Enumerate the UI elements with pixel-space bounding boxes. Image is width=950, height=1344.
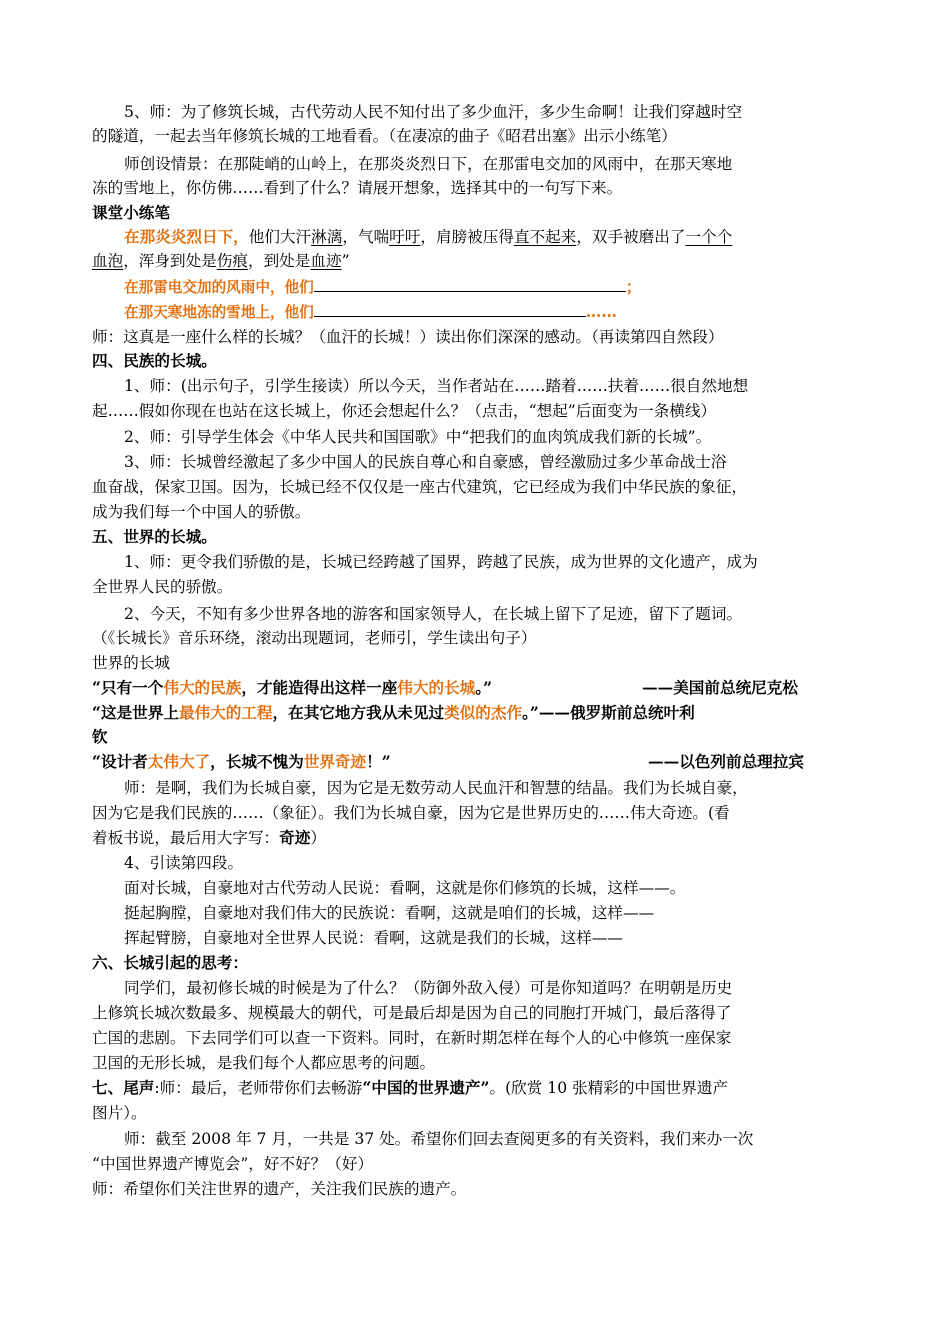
paragraph-line: 挺起胸膛，自豪地对我们伟大的民族说：看啊，这就是咱们的长城，这样—— [124,904,655,922]
text-span: ，双手被磨出了 [576,228,686,246]
paragraph-line [92,826,867,850]
highlight: 伟大的民族 [163,678,242,697]
text-span: ！” [366,752,391,771]
underlined-word: 血迹 [310,252,342,270]
text-span: ，长城不愧为 [210,752,304,771]
text-span: ，肩膀被压得 [420,228,514,246]
paragraph-line: 图片）。 [92,1104,147,1122]
paragraph-line: 师：这真是一座什么样的长城？（血汗的长城！）读出你们深深的感动。（再读第四自然段） [92,328,724,346]
practice-sentence-2 [124,275,867,299]
text-span: ，气喘 [342,228,390,246]
paragraph-line: 血奋战，保家卫国。因为，长城已经不仅仅是一座古代建筑，它已经成为我们中华民族的象征， [92,478,747,496]
section-heading-7: 七、尾声 [92,1078,155,1097]
quote-source: ——以色列前总理拉宾 [648,752,804,771]
quote-yeltsin-cont: 钦 [92,727,108,746]
quote-rabin [92,750,867,774]
paragraph-line: 1、师：更令我们骄傲的是，长城已经跨越了国界，跨越了民族，成为世界的文化遗产，成为 [124,553,758,571]
underlined-word: 一个个 [685,228,733,246]
highlight: 类似的杰作 [444,703,523,722]
highlight: 世界奇迹 [303,752,367,771]
paragraph-line: 上修筑长城次数最多、规模最大的朝代，可是最后却是因为自己的同胞打开城门，最后落得了 [92,1004,732,1022]
paragraph-line: 全世界人民的骄傲。 [92,578,233,596]
paragraph-line: 2、今天，不知有多少世界各地的游客和国家领导人，在长城上留下了足迹，留下了题词。 [124,605,743,623]
text-span: ，在其它地方我从未见过 [272,703,445,722]
highlight: 太伟大了 [147,752,211,771]
underlined-word: 血泡 [92,252,124,270]
quote-nixon [92,676,867,700]
underlined-word: 直不起来 [513,228,577,246]
paragraph-line: 的隧道，一起去当年修筑长城的工地看看。（在凄凉的曲子《昭君出塞》出示小练笔） [92,127,677,145]
section-heading-practice: 课堂小练笔 [92,203,170,222]
paragraph-line: 同学们，最初修长城的时候是为了什么？（防御外敌入侵）可是你知道吗？在明朝是历史 [124,979,733,997]
paragraph-line: 因为它是我们民族的……（象征）。我们为长城自豪，因为它是世界历史的……伟大奇迹。(看 [92,804,730,822]
section-heading-5: 五、世界的长城。 [92,527,217,546]
text-span: ） [310,829,326,847]
paragraph-line: 1、师：(出示句子，引学生接读）所以今天，当作者站在……踏着……扶着……很自然地想 [124,377,749,395]
text-span: 。(欣赏 10 张精彩的中国世界遗产 [489,1079,729,1097]
underlined-word: 伤痕 [216,252,248,270]
paragraph-line: “中国世界遗产博览会”，好不好？（好） [92,1155,374,1173]
bold-phrase: “中国的世界遗产” [362,1078,490,1097]
practice-prompt: 在那雷电交加的风雨中，他们 [124,279,314,296]
practice-sentence-1 [124,225,867,249]
paragraph-line: 4、引读第四段。 [124,854,244,872]
text-span: ” [341,252,350,270]
paragraph-line: 师创设情景：在那陡峭的山岭上，在那炎炎烈日下，在那雷电交加的风雨中，在那天寒地 [124,155,733,173]
bold-word: 奇迹 [279,828,311,847]
paragraph-line: 起……假如你现在也站在这长城上，你还会想起什么？（点击，“想起”后面变为一条横线） [92,402,717,420]
underlined-word: 吁吁 [389,228,421,246]
practice-sentence-1-cont [92,249,867,273]
answer-blank[interactable] [314,277,626,292]
text-span: “设计者 [92,752,148,771]
quote-source: ——美国前总统尼克松 [642,678,798,697]
paragraph-line: 成为我们每一个中国人的骄傲。 [92,503,311,521]
highlight: 最伟大的工程 [178,703,273,722]
paragraph-line: 冻的雪地上，你仿佛……看到了什么？请展开想象，选择其中的一句写下来。 [92,179,623,197]
text-span: ，才能造得出这样一座 [241,678,398,697]
text-span: “只有一个 [92,678,164,697]
answer-blank[interactable] [314,302,586,317]
paragraph-line: （《长城长》音乐环绕，滚动出现题词，老师引，学生读出句子） [92,629,537,647]
section-heading-7-line [92,1076,867,1100]
practice-end: …… [585,302,617,321]
text-span: 他们大汗 [248,228,312,246]
paragraph-line: 师：截至 2008 年 7 月，一共是 37 处。希望你们回去查阅更多的有关资料，我们来办一次 [124,1130,754,1148]
highlight: 伟大的长城 [397,678,476,697]
text-span: :师：最后，老师带你们去畅游 [154,1079,363,1097]
section-heading-4: 四、民族的长城。 [92,351,217,370]
paragraph-line: 师：希望你们关注世界的遗产，关注我们民族的遗产。 [92,1180,467,1198]
text-span: 。”——俄罗斯前总统叶利 [522,703,695,722]
section-heading-6: 六、长城引起的思考： [92,953,248,972]
practice-sentence-3 [124,300,867,324]
paragraph-line: 3、师：长城曾经激起了多少中国人的民族自尊心和自豪感，曾经激励过多少革命战士浴 [124,453,727,471]
text-span: ，到处是 [247,252,311,270]
paragraph-line: 师：是啊，我们为长城自豪，因为它是无数劳动人民血汗和智慧的结晶。我们为长城自豪， [124,779,748,797]
underlined-word: 淋漓 [311,228,343,246]
quote-section-title: 世界的长城 [92,654,170,672]
text-span: 着板书说，最后用大字写： [92,829,280,847]
paragraph-line: 5、师：为了修筑长城，古代劳动人民不知付出了多少血汗，多少生命啊！让我们穿越时空 [124,103,743,121]
text-span: “这是世界上 [92,703,179,722]
paragraph-line: 亡国的悲剧。下去同学们可以查一下资料。同时，在新时期怎样在每个人的心中修筑一座保家 [92,1029,732,1047]
text-span: ，浑身到处是 [123,252,217,270]
paragraph-line: 面对长城，自豪地对古代劳动人民说：看啊，这就是你们修筑的长城，这样——。 [124,879,686,897]
paragraph-line: 挥起臂膀，自豪地对全世界人民说：看啊，这就是我们的长城，这样—— [124,929,624,947]
paragraph-line: 2、师：引导学生体会《中华人民共和国国歌》中“把我们的血肉筑成我们新的长城”。 [124,428,712,446]
text-span: 。” [475,678,493,697]
paragraph-line: 卫国的无形长城，是我们每个人都应思考的问题。 [92,1054,436,1072]
practice-end: ； [625,277,642,296]
practice-prompt: 在那天寒地冻的雪地上，他们 [124,304,314,321]
practice-prompt: 在那炎炎烈日下， [124,227,249,246]
quote-yeltsin [92,701,867,725]
